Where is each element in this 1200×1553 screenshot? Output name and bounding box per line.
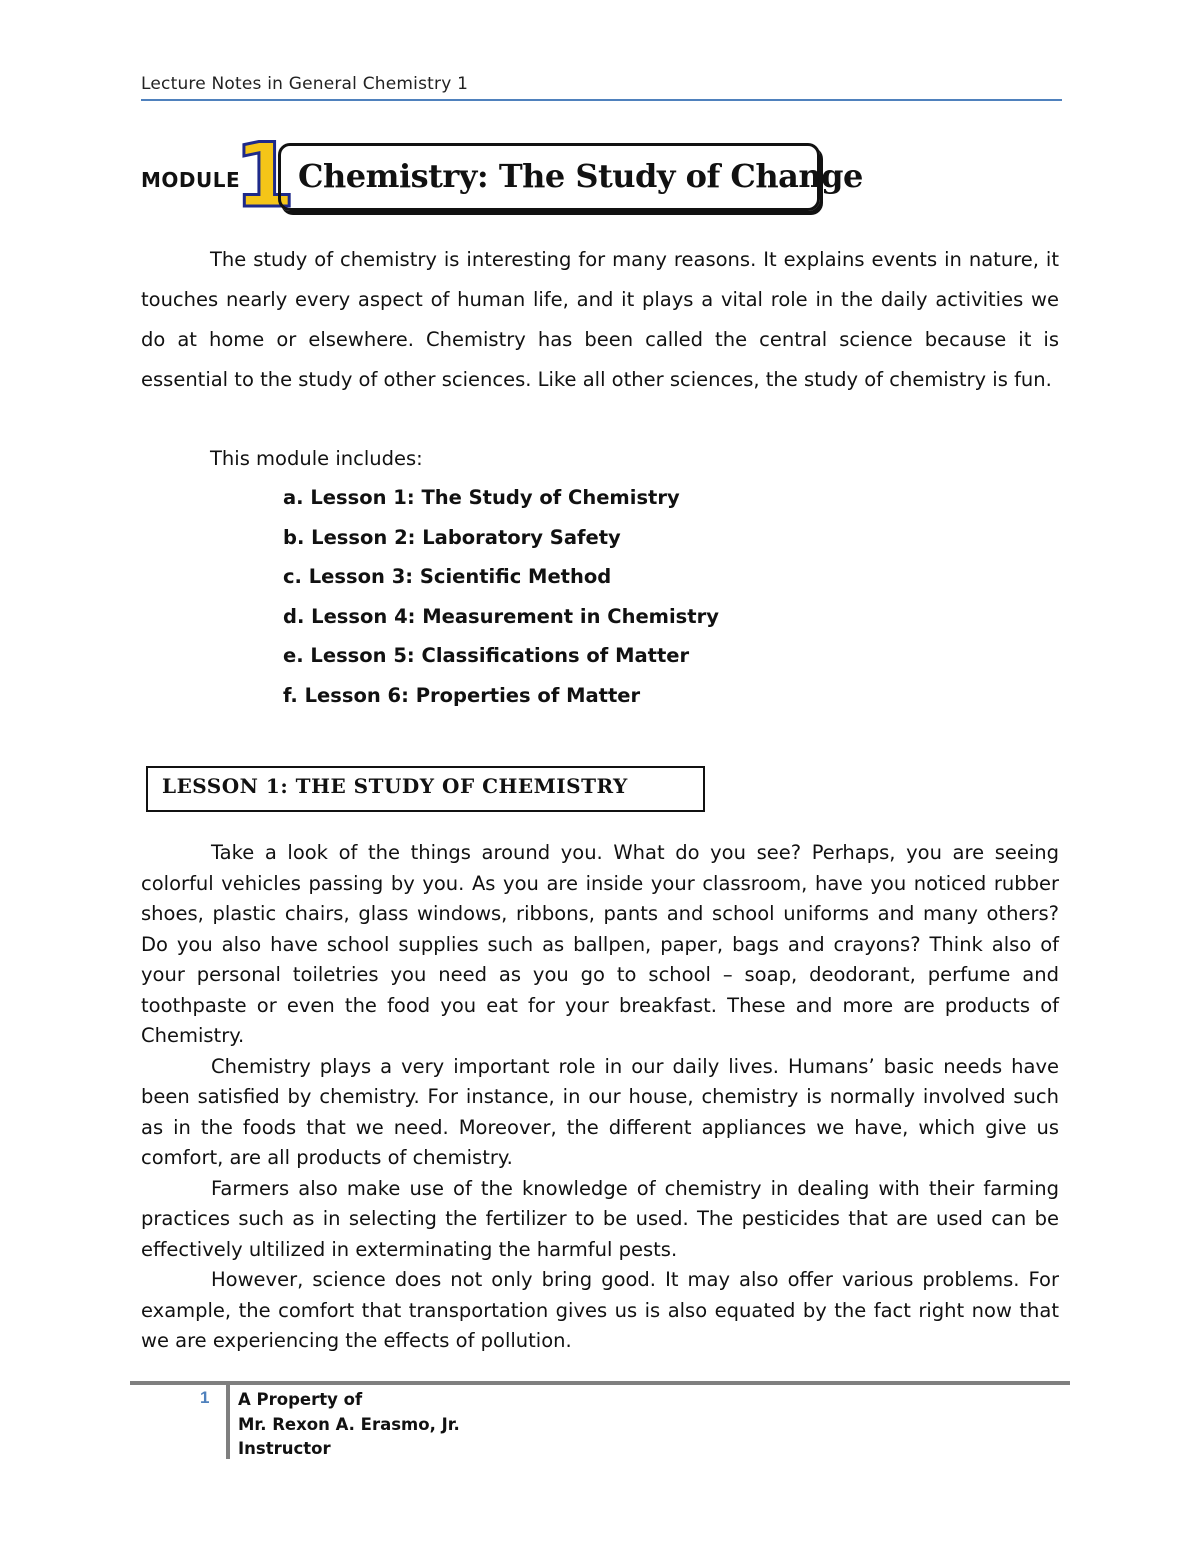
- lesson-list-item: f. Lesson 6: Properties of Matter: [283, 683, 641, 707]
- document-header: Lecture Notes in General Chemistry 1: [141, 74, 469, 94]
- footer-line: Instructor: [238, 1439, 331, 1458]
- header-divider: [141, 99, 1062, 101]
- module-title: Chemistry: The Study of Change: [298, 157, 863, 195]
- lesson-list-item: a. Lesson 1: The Study of Chemistry: [283, 486, 680, 509]
- footer-vertical-divider: [226, 1385, 230, 1459]
- lesson-body: [141, 838, 1059, 1357]
- lesson-list-item: d. Lesson 4: Measurement in Chemistry: [283, 604, 719, 628]
- page-number: 1: [200, 1388, 210, 1407]
- body-paragraph: Farmers also make use of the knowledge of chemistry in dealing with their farming practices such as in selecting the fertilizer to be used. The pesticides that are used can be effectively ultilized in exterminating the harmful pests.: [141, 1176, 1059, 1261]
- module-number: 1: [234, 124, 296, 227]
- lesson-list-item: e. Lesson 5: Classifications of Matter: [283, 644, 690, 668]
- lesson-list-item: b. Lesson 2: Laboratory Safety: [283, 525, 621, 549]
- body-paragraph: However, science does not only bring good. It may also offer various problems. For example, the comfort that transportation gives us is also equated by the fact right now that we are experiencing the effects of pollution.: [141, 1268, 1059, 1352]
- lesson-heading: LESSON 1: THE STUDY OF CHEMISTRY: [162, 774, 628, 798]
- lesson-list-item: c. Lesson 3: Scientific Method: [283, 565, 612, 589]
- footer-line: A Property of: [238, 1390, 363, 1409]
- module-label: MODULE: [141, 168, 241, 192]
- body-paragraph: Chemistry plays a very important role in our daily lives. Humans’ basic needs have been satisfied by chemistry. For instance, in our house, chemistry is normally involved such as in the foods that we need. Moreover, the different appliances we have, which give us comfort, are all products of chemistry.: [141, 1054, 1059, 1169]
- lesson-list: [283, 478, 719, 716]
- intro-paragraph: The study of chemistry is interesting for many reasons. It explains events in nature, it touches nearly every aspect of human life, and it plays a vital role in the daily activities we do at home or elsewhere. Chemistry has been called the central science because it is essential to the study of other sciences. Like all other sciences, the study of chemistry is fun.: [141, 248, 1059, 391]
- includes-label: This module includes:: [210, 447, 423, 470]
- body-paragraph: Take a look of the things around you. What do you see? Perhaps, you are seeing colorful vehicles passing by you. As you are inside your classroom, have you noticed rubber shoes, plastic chairs, glass windows, ribbons, pants and school uniforms and many others? Do you also have school supplies such as ballpen, paper, bags and crayons? Think also of your personal toiletries you need as you go to school – soap, deodorant, perfume and toothpaste or even the food you eat for your breakfast. These and more are products of Chemistry.: [141, 841, 1059, 1047]
- footer-credit: [238, 1388, 460, 1462]
- footer-line: Mr. Rexon A. Erasmo, Jr.: [238, 1414, 460, 1434]
- footer-divider: [130, 1381, 1070, 1385]
